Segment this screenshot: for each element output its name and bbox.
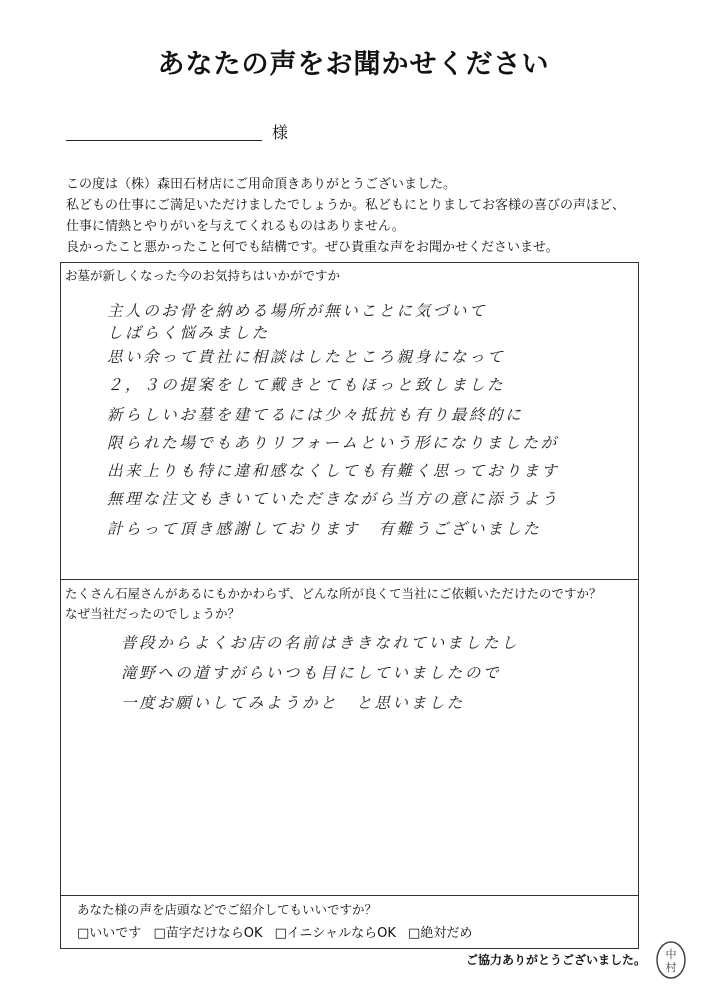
option-never-checkbox[interactable]: □絶対だめ <box>408 926 473 941</box>
name-line <box>66 140 262 141</box>
thanks-text: ご協力ありがとうございました。 <box>466 953 647 967</box>
svg-text:村: 村 <box>665 961 677 974</box>
intro-line: 仕事に情熱とやりがいを与えてくれるものはありません。 <box>66 219 405 234</box>
name-seal-stamp <box>655 940 687 980</box>
handwritten-line: 滝野への道すがらいつも目にしていましたので <box>121 664 502 682</box>
consent-options <box>77 922 480 941</box>
option-yes-checkbox[interactable]: □いいです <box>77 926 142 941</box>
handwritten-line: 主人のお骨を納める場所が無いことに気づいて <box>107 302 488 320</box>
intro-line: 私どもの仕事にご満足いただけましたでしょうか。私どもにとりましてお客様の喜びの声ほど、 <box>66 198 626 213</box>
salutation: 様 <box>272 123 289 142</box>
handwritten-line: ２，３の提案をして戴きとてもほっと致しました <box>107 376 506 394</box>
question2-label: なぜ当社だったのでしょうか？ <box>65 606 241 621</box>
svg-text:中: 中 <box>665 948 677 961</box>
handwritten-line: 新らしいお墓を建てるには少々抵抗も有り最終的に <box>107 406 524 424</box>
section-divider <box>61 895 638 896</box>
question2-label: たくさん石屋さんがあるにもかかわらず、どんな所が良くて当社にご依頼いただけたのですか？ <box>65 586 602 601</box>
survey-box <box>60 262 639 949</box>
question3-label: あなた様の声を店頭などでご紹介してもいいですか？ <box>77 902 378 917</box>
handwritten-line: 一度お願いしてみようかと と思いました <box>121 694 465 712</box>
question1-label: お墓が新しくなった今のお気持ちはいかがですか <box>65 268 341 283</box>
intro-text <box>66 174 625 258</box>
section-divider <box>61 579 638 580</box>
option-surname-only-checkbox[interactable]: □苗字だけならOK <box>153 926 263 941</box>
handwritten-line: 思い余って貴社に相談はしたところ親身になって <box>107 348 506 366</box>
handwritten-line: 限られた場でもありリフォームという形になりましたが <box>107 434 559 452</box>
handwritten-line: 計らって頂き感謝しております 有難うございました <box>107 520 542 538</box>
page-title: あなたの声をお聞かせください <box>157 49 550 80</box>
option-initials-only-checkbox[interactable]: □イニシャルならOK <box>274 926 396 941</box>
handwritten-line: 出来上りも特に違和感なくしても有難く思っております <box>107 462 560 480</box>
handwritten-line: 普段からよくお店の名前はききなれていましたし <box>121 634 520 652</box>
handwritten-line: 無理な注文もきいていただきながら当方の意に添うよう <box>107 490 560 508</box>
intro-line: この度は（株）森田石材店にご用命頂きありがとうございました。 <box>66 177 457 192</box>
handwritten-line: しばらく悩みました <box>107 324 270 342</box>
intro-line: 良かったこと悪かったこと何でも結構です。ぜひ貴重な声をお聞かせくださいませ。 <box>66 240 559 255</box>
